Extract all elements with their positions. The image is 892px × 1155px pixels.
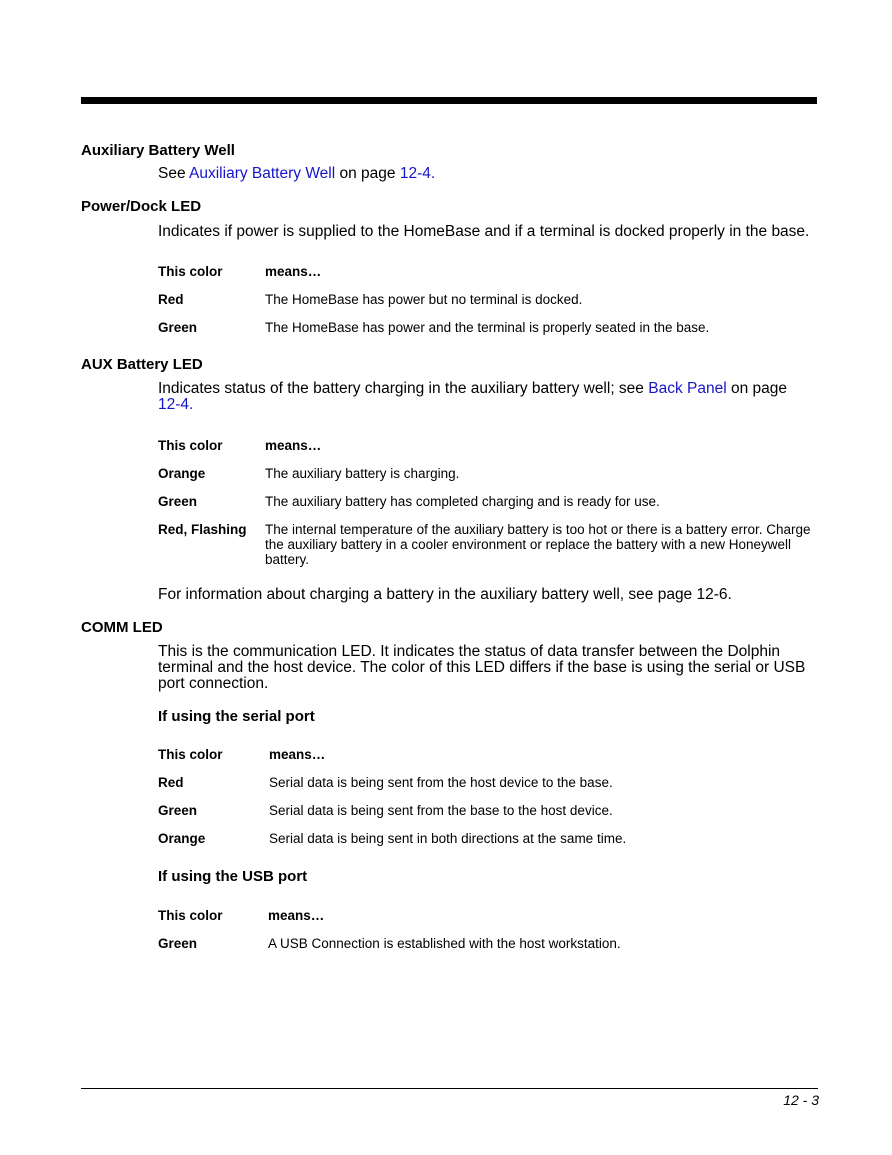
link-page-12-4[interactable]: 12-4 [158, 396, 190, 413]
link-back-panel[interactable]: Back Panel [648, 380, 727, 397]
heading-power-dock-led: Power/Dock LED [81, 198, 202, 215]
reference-mid: on page [335, 165, 400, 182]
column-header-means: means… [268, 908, 325, 923]
meaning-cell: Serial data is being sent from the host device to the base. [269, 775, 613, 790]
column-header-color: This color [158, 747, 223, 762]
meaning-cell: A USB Connection is established with the host workstation. [268, 936, 621, 951]
heading-comm-led: COMM LED [81, 619, 163, 636]
column-header-means: means… [265, 438, 322, 453]
link-auxiliary-battery-well[interactable]: Auxiliary Battery Well [189, 165, 336, 182]
footer-rule [81, 1088, 818, 1089]
color-cell: Orange [158, 466, 206, 481]
description-mid: on page [726, 380, 787, 397]
top-rule [81, 97, 817, 104]
color-cell: Green [158, 494, 198, 509]
aux-battery-well-reference [158, 166, 820, 182]
color-cell: Red [158, 292, 184, 307]
color-cell: Green [158, 320, 198, 335]
column-header-means: means… [265, 264, 322, 279]
column-header-color: This color [158, 438, 223, 453]
meaning-cell: Serial data is being sent in both directions at the same time. [269, 831, 627, 846]
power-dock-led-description: Indicates if power is supplied to the HomeBase and if a terminal is docked properly in the base. [158, 223, 810, 240]
aux-battery-led-description [158, 381, 813, 413]
page-number: 12 - 3 [783, 1092, 819, 1108]
column-header-color: This color [158, 908, 223, 923]
meaning-cell: The HomeBase has power but no terminal is docked. [265, 292, 583, 307]
link-page-12-4[interactable]: 12-4 [399, 165, 431, 182]
meaning-cell: The HomeBase has power and the terminal is properly seated in the base. [265, 320, 710, 335]
subheading-serial-port: If using the serial port [158, 708, 315, 725]
aux-battery-charging-note: For information about charging a battery in the auxiliary battery well, see page 12-6. [158, 586, 732, 603]
description-suffix: . [189, 396, 194, 413]
subheading-usb-port: If using the USB port [158, 868, 308, 885]
color-cell: Green [158, 803, 198, 818]
column-header-color: This color [158, 264, 223, 279]
reference-suffix: . [430, 165, 436, 182]
meaning-cell: The auxiliary battery is charging. [265, 466, 460, 481]
heading-aux-battery-led: AUX Battery LED [81, 356, 203, 373]
color-cell: Red, Flashing [158, 522, 247, 537]
comm-led-description: This is the communication LED. It indicates the status of data transfer between the Dolphin terminal and the host device. The color of this LED differs if the base is using the serial or USB port connection. [158, 643, 806, 692]
meaning-cell: Serial data is being sent from the base to the host device. [269, 803, 613, 818]
meaning-cell: The auxiliary battery has completed charging and is ready for use. [265, 494, 660, 509]
column-header-means: means… [269, 747, 326, 762]
color-cell: Red [158, 775, 184, 790]
description-prefix: Indicates status of the battery charging in the auxiliary battery well; see [158, 380, 649, 397]
color-cell: Green [158, 936, 198, 951]
heading-aux-battery-well: Auxiliary Battery Well [81, 142, 235, 159]
reference-prefix: See [158, 165, 190, 182]
meaning-cell: The internal temperature of the auxiliary battery is too hot or there is a battery error. Charge the auxiliary battery in a cooler environment or replace the battery with a new Honeywell battery. [265, 522, 811, 567]
color-cell: Orange [158, 831, 206, 846]
